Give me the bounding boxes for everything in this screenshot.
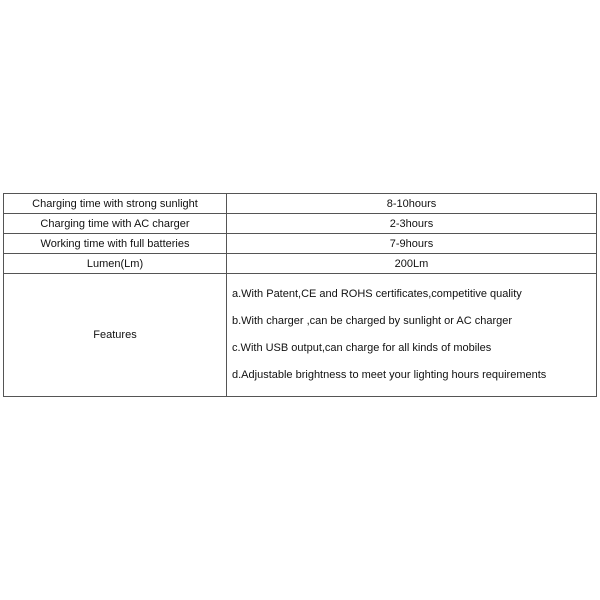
features-cell: [227, 274, 597, 397]
feature-item: c.With USB output,can charge for all kinds of mobiles: [232, 342, 492, 354]
feature-item: d.Adjustable brightness to meet your lighting hours requirements: [232, 369, 547, 381]
feature-item: a.With Patent,CE and ROHS certificates,competitive quality: [232, 288, 522, 300]
row-value: 7-9hours: [227, 234, 597, 254]
features-list: [231, 281, 592, 389]
row-label: Lumen(Lm): [4, 254, 227, 274]
spec-table: [3, 193, 597, 397]
row-value: 200Lm: [227, 254, 597, 274]
row-label: Working time with full batteries: [4, 234, 227, 254]
row-label: Charging time with AC charger: [4, 214, 227, 234]
row-value: 8-10hours: [227, 194, 597, 214]
table-row: [4, 234, 597, 254]
table-row: [4, 254, 597, 274]
features-label: Features: [4, 274, 227, 397]
row-label: Charging time with strong sunlight: [4, 194, 227, 214]
row-value: 2-3hours: [227, 214, 597, 234]
feature-item: b.With charger ,can be charged by sunlight or AC charger: [232, 315, 513, 327]
table-row: [4, 194, 597, 214]
features-row: [4, 274, 597, 397]
table-row: [4, 214, 597, 234]
